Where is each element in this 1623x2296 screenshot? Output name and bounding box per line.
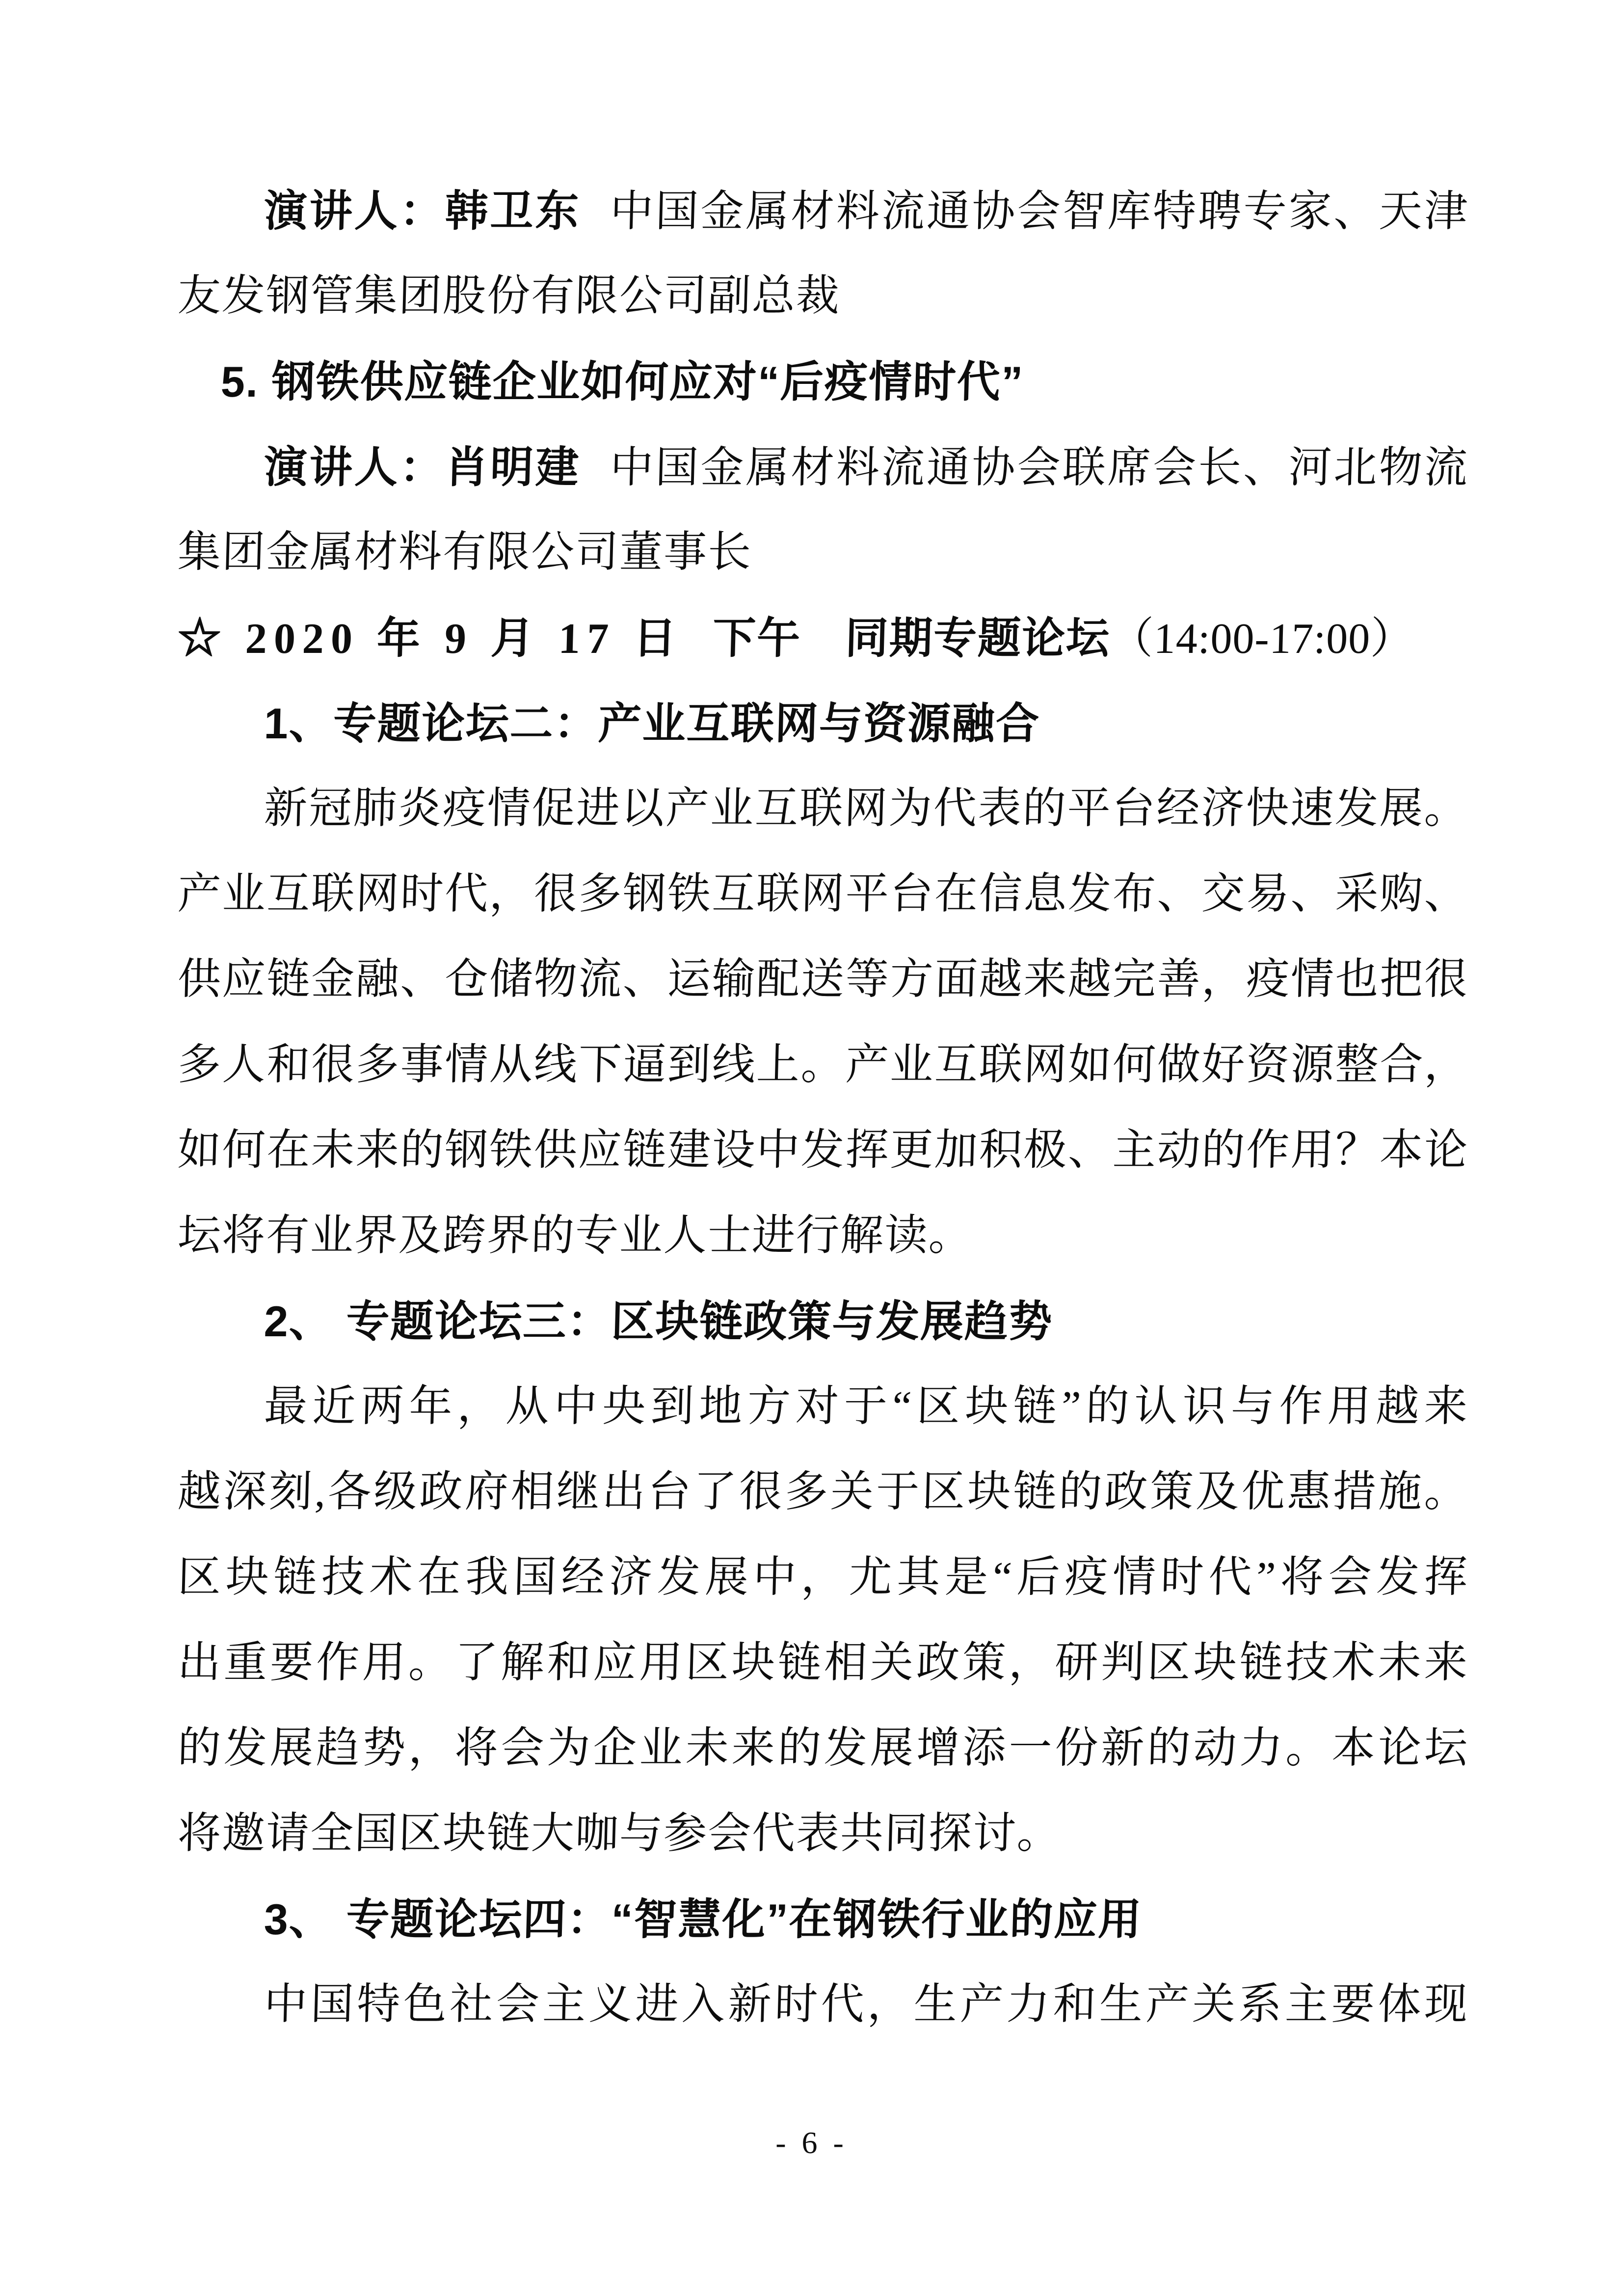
forum4-para-1-text: 中国特色社会主义进入新时代，生产力和生产关系主要体现	[263, 1981, 1468, 2028]
forum4-title-text: 3、 专题论坛四：“智慧化”在钢铁行业的应用	[263, 1895, 1143, 1944]
forum3-para-2-text: 越深刻,各级政府相继出台了很多关于区块链的政策及优惠措施。	[177, 1468, 1468, 1516]
forum3-para-6-text: 将邀请全国区块链大咖与参会代表共同探讨。	[177, 1810, 1062, 1858]
line-forum3-para-6	[177, 1810, 1468, 1859]
line-speaker-xiao	[177, 443, 1468, 493]
line-forum2-title	[177, 699, 1468, 748]
forum2-para-5-text: 如何在未来的钢铁供应链建设中发挥更加积极、主动的作用？本论	[177, 1127, 1468, 1174]
schedule-time-text: （14:00-17:00）	[1109, 615, 1415, 663]
line-company-hebei	[177, 528, 1468, 577]
line-forum3-para-4	[177, 1639, 1468, 1688]
line-forum2-para-3	[177, 955, 1468, 1004]
line-schedule-sept17-pm	[177, 614, 1468, 664]
forum2-para-6-text: 坛将有业界及跨界的专业人士进行解读。	[177, 1212, 974, 1260]
line-speaker-han	[177, 187, 1468, 237]
line-forum3-para-5	[177, 1724, 1468, 1773]
line-forum3-para-1	[177, 1382, 1468, 1432]
topic-5-title-text: 5. 钢铁供应链企业如何应对“后疫情时代”	[220, 357, 1025, 406]
page-number: - 6 -	[775, 2125, 848, 2160]
forum3-para-4-text: 出重要作用。了解和应用区块链相关政策，研判区块链技术未来	[177, 1639, 1468, 1687]
line-forum2-para-1	[177, 784, 1468, 834]
line-forum3-para-3	[177, 1553, 1468, 1602]
line-topic-5-title	[177, 357, 1468, 406]
line-forum3-title	[177, 1297, 1468, 1346]
speaker-label-han: 演讲人：韩卫东	[263, 187, 582, 235]
forum3-title-text: 2、 专题论坛三：区块链政策与发展趋势	[263, 1297, 1054, 1346]
forum3-para-5-text: 的发展趋势，将会为企业未来的发展增添一份新的动力。本论坛	[177, 1725, 1468, 1772]
speaker-label-xiao: 演讲人：肖明建	[263, 443, 582, 491]
forum3-para-1-text: 最近两年，从中央到地方对于“区块链”的认识与作用越来	[263, 1383, 1468, 1431]
forum2-para-2-text: 产业互联网时代，很多钢铁互联网平台在信息发布、交易、采购、	[177, 870, 1468, 918]
forum3-para-3-text: 区块链技术在我国经济发展中，尤其是“后疫情时代”将会发挥	[177, 1554, 1468, 1601]
line-forum2-para-5	[177, 1126, 1468, 1175]
forum2-para-4-text: 多人和很多事情从线下逼到线上。产业互联网如何做好资源整合，	[177, 1041, 1468, 1089]
company-youfa-text: 友发钢管集团股份有限公司副总裁	[177, 272, 841, 320]
forum2-para-1-text: 新冠肺炎疫情促进以产业互联网为代表的平台经济快速发展。	[263, 785, 1468, 833]
line-forum2-para-2	[177, 870, 1468, 919]
line-company-youfa	[177, 272, 1468, 321]
line-forum4-para-1	[177, 1980, 1468, 2029]
forum2-title-text: 1、专题论坛二：产业互联网与资源融合	[263, 699, 1041, 748]
speaker-affiliation-xiao: 中国金属材料流通协会联席会长、河北物流	[609, 444, 1468, 492]
schedule-date-text: ☆ 2020 年 9 月 17 日	[177, 615, 684, 663]
forum2-para-3-text: 供应链金融、仓储物流、运输配送等方面越来越完善，疫情也把很	[177, 956, 1468, 1003]
line-forum3-para-2	[177, 1468, 1468, 1517]
schedule-session-text: 下午 同期专题论坛	[712, 614, 1111, 662]
line-forum4-title	[177, 1895, 1468, 1944]
speaker-affiliation-han: 中国金属材料流通协会智库特聘专家、天津	[609, 188, 1468, 236]
line-forum2-para-6	[177, 1212, 1468, 1261]
company-hebei-text: 集团金属材料有限公司董事长	[177, 529, 753, 576]
line-forum2-para-4	[177, 1041, 1468, 1090]
